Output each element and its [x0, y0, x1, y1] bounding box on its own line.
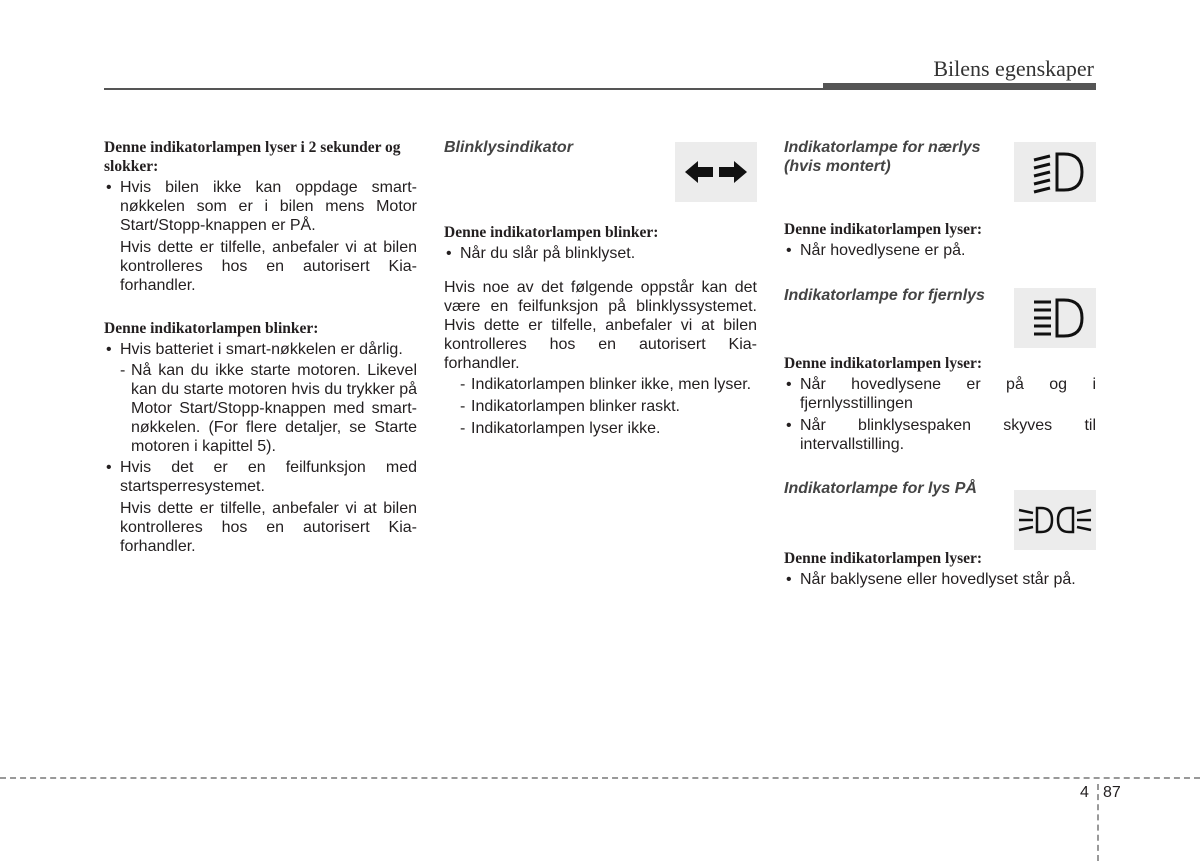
dash-mark: - — [120, 362, 126, 379]
section-heading: Denne indikatorlampen blinker: — [444, 224, 659, 241]
paragraph: Hvis noe av det følgende oppstår kan det være en feilfunksjon på blinklyssystemet. Hvis dette er tilfelle, anbefaler vi at bilen kontrolleres hos en autorisert Kia-forhandler. — [444, 279, 757, 372]
bullet-item — [444, 244, 757, 263]
bullet-item — [784, 241, 1096, 260]
section-title: Indikatorlampe for fjernlys — [784, 287, 985, 304]
dash-mark: - — [460, 420, 466, 437]
dash-item — [444, 397, 757, 416]
tail-lamp-icon — [1014, 490, 1096, 550]
dash-item — [444, 419, 757, 438]
dash-mark: - — [460, 398, 466, 415]
section-heading: Denne indikatorlampen lyser: — [784, 550, 983, 567]
low-beam-icon — [1014, 142, 1096, 202]
column-1 — [104, 138, 417, 556]
section-title: Indikatorlampe for lys PÅ — [784, 480, 977, 497]
dash-text: Indikatorlampen blinker ikke, men lyser. — [471, 376, 752, 393]
dash-text: Indikatorlampen blinker raskt. — [471, 398, 680, 415]
high-beam-icon — [1014, 288, 1096, 348]
footer-vertical-divider — [1097, 784, 1099, 861]
bullet-item — [104, 178, 417, 235]
bullet-text: Hvis bilen ikke kan oppdage smart-nøkkelen som er i bilen mens Motor Start/Stopp-knappen er PÅ. — [120, 179, 417, 234]
bullet-dot: • — [106, 459, 112, 476]
bullet-text: Når du slår på blinklyset. — [460, 245, 636, 262]
bullet-text: Når baklysene eller hovedlyset står på. — [800, 571, 1076, 588]
bullet-text: Når hovedlysene er på. — [800, 242, 966, 259]
page-number: 87 — [1103, 784, 1121, 801]
chapter-number: 4 — [1080, 784, 1089, 801]
bullet-item — [104, 458, 417, 496]
bullet-dot: • — [106, 179, 112, 196]
bullet-subtext: Hvis dette er tilfelle, anbefaler vi at bilen kontrolleres hos en autorisert Kia-forhandler. — [120, 500, 417, 555]
header-rule-accent — [823, 83, 1096, 90]
section-heading: Denne indikatorlampen lyser i 2 sekunder og slokker: — [104, 139, 401, 175]
bullet-text: Hvis det er en feilfunksjon med startsperresystemet. — [120, 459, 417, 495]
dash-mark: - — [460, 376, 466, 393]
bullet-dot: • — [786, 417, 792, 434]
bullet-dot: • — [786, 376, 792, 393]
bullet-subtext: Hvis dette er tilfelle, anbefaler vi at bilen kontrolleres hos en autorisert Kia-forhandler. — [120, 239, 417, 294]
section-heading: Denne indikatorlampen lyser: — [784, 221, 983, 238]
bullet-dot: • — [446, 245, 452, 262]
section-heading: Denne indikatorlampen lyser: — [784, 355, 983, 372]
bullet-text: Når blinklysespaken skyves til intervallstilling. — [800, 417, 1096, 453]
dash-text: Indikatorlampen lyser ikke. — [471, 420, 661, 437]
bullet-text: Når hovedlysene er på og i fjernlysstillingen — [800, 376, 1096, 412]
bullet-item — [784, 570, 1096, 589]
section-title: Indikatorlampe for nærlys (hvis montert) — [784, 139, 981, 175]
dash-text: Nå kan du ikke starte motoren. Likevel kan du starte motoren hvis du trykker på Motor Start/Stopp-knappen med smart-nøkkelen. (For flere detaljer, se Starte motoren i kapittel 5). — [131, 362, 417, 455]
dash-item — [444, 375, 757, 394]
bullet-item — [784, 375, 1096, 413]
page-header-title: Bilens egenskaper — [933, 56, 1094, 81]
footer-divider — [0, 777, 1200, 779]
bullet-dot: • — [106, 341, 112, 358]
bullet-item — [784, 416, 1096, 454]
dash-item — [104, 361, 417, 456]
bullet-text: Hvis batteriet i smart-nøkkelen er dårlig. — [120, 341, 403, 358]
bullet-dot: • — [786, 242, 792, 259]
bullet-item — [104, 340, 417, 359]
turn-signal-arrows-icon — [675, 142, 757, 202]
bullet-dot: • — [786, 571, 792, 588]
section-title: Blinklysindikator — [444, 139, 573, 156]
section-heading: Denne indikatorlampen blinker: — [104, 320, 319, 337]
